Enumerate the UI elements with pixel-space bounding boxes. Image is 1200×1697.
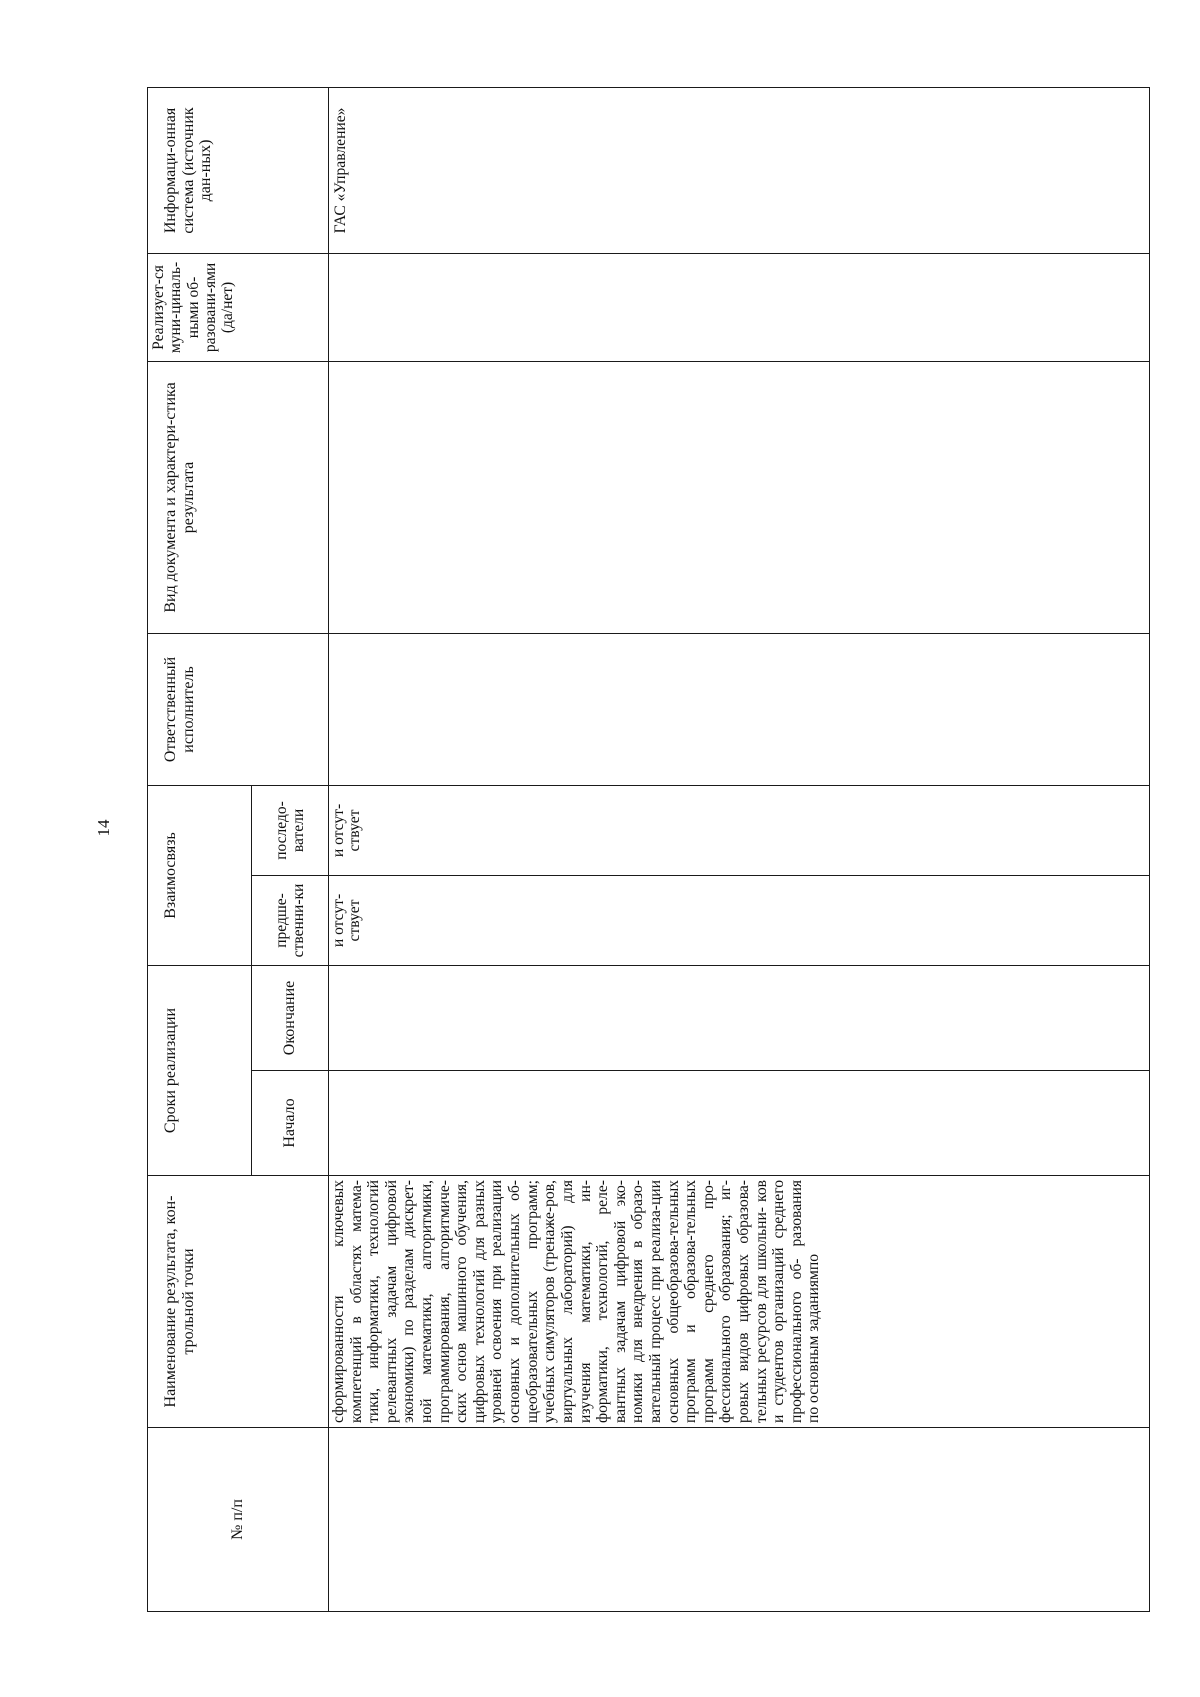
cell-responsible <box>329 633 1150 785</box>
cell-doc-type <box>329 361 1150 633</box>
header-start: Начало <box>252 1071 329 1176</box>
header-end: Окончание <box>252 965 329 1070</box>
header-municipal: Реализует-ся муни-циналь-ными об-разовани-ями (да/нет) <box>148 253 329 361</box>
header-terms: Сроки реализации <box>148 965 252 1175</box>
header-number: № п/п <box>148 1428 329 1612</box>
cell-predecessors: и отсут-ствует <box>329 875 1150 965</box>
header-name: Наименование результата, кон-трольной точки <box>148 1176 329 1428</box>
page-number: 14 <box>94 819 113 837</box>
cell-number <box>329 1428 1150 1612</box>
cell-municipal <box>329 253 1150 361</box>
rotated-table-container <box>147 88 1150 1612</box>
header-relation: Взаимосвязь <box>148 785 252 965</box>
cell-description: сформированности ключевых компетенций в областях матема-тики, информатики, технологий релевантных задачам цифровой экономики) по разделам дискрет-ной математики, алгоритмики, программирования, алгоритмиче-ских основ машинного обучения, цифровых технологий для разных уровней освоения при реализации основных и дополнительных об-щеобразовательных программ; учебных симуляторов (тренаже-ров, виртуальных лабораторий) для изучения математики, ин-форматики, технологий, реле-вантных задачам цифровой эко-номики для внедрения в образо-вательный процесс при реализа-ции основных общеобразова-тельных программ и образова-тельных программ среднего про-фессионального образования; иг-ровых видов цифровых образова-тельных ресурсов для школьни- ков и студентов организаций среднего профессионального об- разования по основным заданиямпо <box>329 1176 1150 1428</box>
header-doc-type: Вид документа и характери-стика результата <box>148 361 329 633</box>
cell-info-system: ГАС «Управление» <box>329 87 1150 253</box>
header-responsible: Ответственный исполнитель <box>148 633 329 785</box>
plan-table <box>147 87 1150 1612</box>
cell-start <box>329 1071 1150 1176</box>
header-predecessors: предше-ственни-ки <box>252 875 329 965</box>
table-row <box>329 87 1150 1611</box>
header-successors: последо-ватели <box>252 785 329 875</box>
cell-end <box>329 965 1150 1070</box>
cell-successors: и отсут-ствует <box>329 785 1150 875</box>
header-info-system: Информаци-онная система (источник дан-ных) <box>148 87 329 253</box>
